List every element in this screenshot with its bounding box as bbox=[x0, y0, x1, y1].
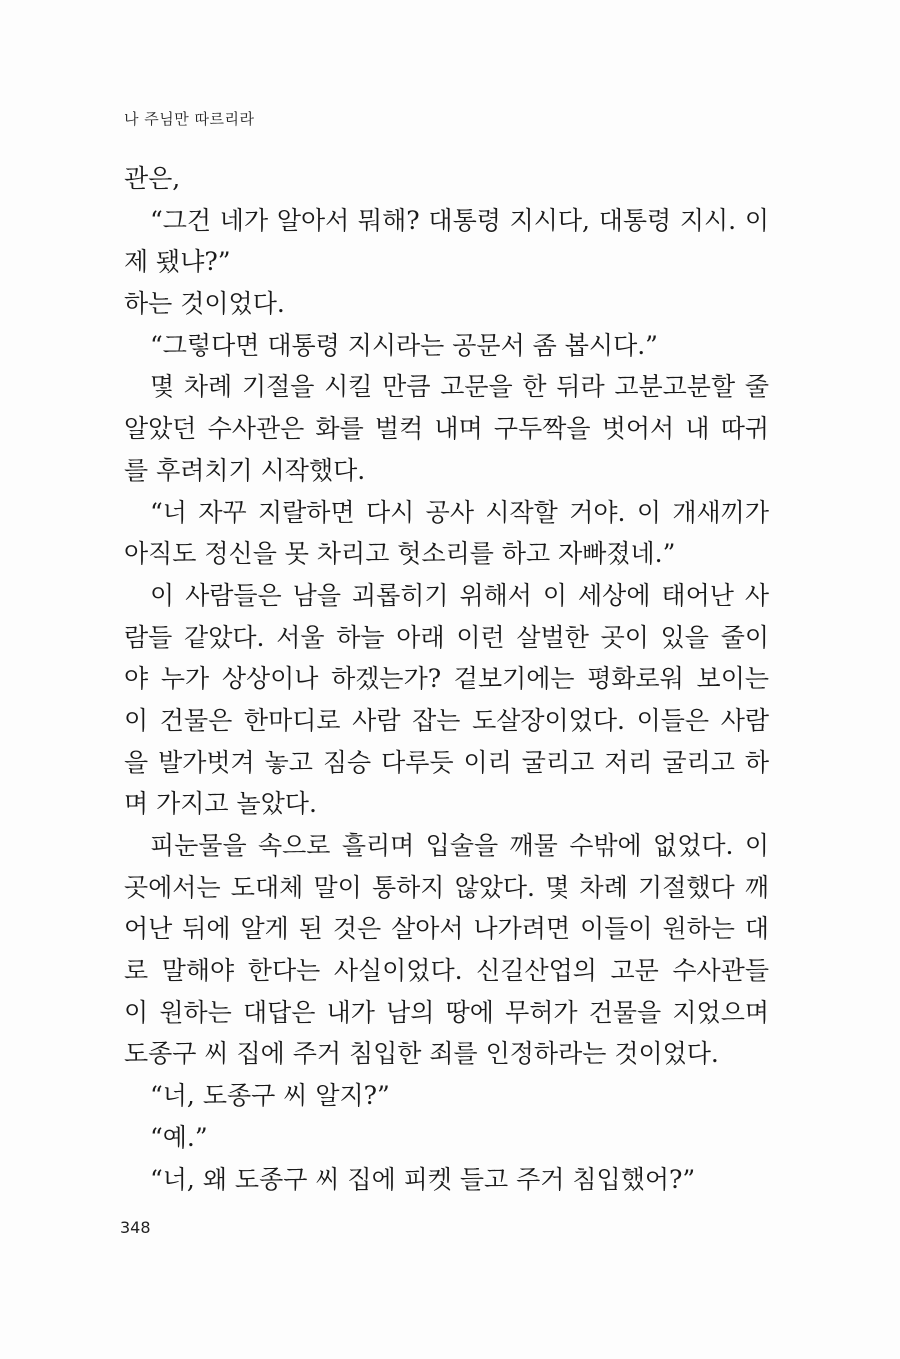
text-line: “예.” bbox=[150, 1122, 208, 1152]
text-line: “너 자꾸 지랄하면 다시 공사 시작할 거야. 이 개새끼가 bbox=[150, 497, 769, 527]
text-line: 관은, bbox=[124, 164, 181, 193]
text-line: 로 말해야 한다는 사실이었다. 신길산업의 고문 수사관들 bbox=[124, 956, 769, 986]
text-line: 이 사람들은 남을 괴롭히기 위해서 이 세상에 태어난 사 bbox=[150, 580, 769, 610]
text-line: 람들 같았다. 서울 하늘 아래 이런 살벌한 곳이 있을 줄이 bbox=[124, 622, 769, 652]
text-line: 도종구 씨 집에 주거 침입한 죄를 인정하라는 것이었다. bbox=[124, 1039, 719, 1069]
text-line: 며 가지고 놀았다. bbox=[124, 789, 317, 819]
text-line: 이 건물은 한마디로 사람 잡는 도살장이었다. 이들은 사람 bbox=[124, 705, 769, 735]
text-line: 알았던 수사관은 화를 벌컥 내며 구두짝을 벗어서 내 따귀 bbox=[124, 414, 769, 444]
body-text bbox=[124, 158, 769, 1200]
text-line: 곳에서는 도대체 말이 통하지 않았다. 몇 차례 기절했다 깨 bbox=[124, 872, 769, 902]
text-line: 피눈물을 속으로 흘리며 입술을 깨물 수밖에 없었다. 이 bbox=[150, 831, 769, 860]
text-line: “너, 도종구 씨 알지?” bbox=[150, 1081, 390, 1111]
text-line: 몇 차례 기절을 시킬 만큼 고문을 한 뒤라 고분고분할 줄 bbox=[150, 372, 769, 402]
page-number: 348 bbox=[120, 1218, 151, 1237]
text-line: 을 발가벗겨 놓고 짐승 다루듯 이리 굴리고 저리 굴리고 하 bbox=[124, 747, 769, 777]
text-line: 어난 뒤에 알게 된 것은 살아서 나가려면 이들이 원하는 대 bbox=[124, 914, 769, 944]
text-line: 하는 것이었다. bbox=[124, 289, 285, 319]
text-line: 야 누가 상상이나 하겠는가? 겉보기에는 평화로워 보이는 bbox=[124, 664, 769, 694]
text-line: 이 원하는 대답은 내가 남의 땅에 무허가 건물을 지었으며 bbox=[124, 997, 769, 1027]
text-line: 아직도 정신을 못 차리고 헛소리를 하고 자빠졌네.” bbox=[124, 539, 676, 569]
text-line: 를 후려치기 시작했다. bbox=[124, 455, 366, 485]
text-line: 제 됐냐?” bbox=[124, 247, 231, 277]
running-header: 나 주님만 따르리라 bbox=[124, 110, 255, 128]
text-line: “그렇다면 대통령 지시라는 공문서 좀 봅시다.” bbox=[150, 330, 658, 360]
text-line: “너, 왜 도종구 씨 집에 피켓 들고 주거 침입했어?” bbox=[150, 1164, 696, 1194]
text-line: “그건 네가 알아서 뭐해? 대통령 지시다, 대통령 지시. 이 bbox=[150, 205, 769, 235]
